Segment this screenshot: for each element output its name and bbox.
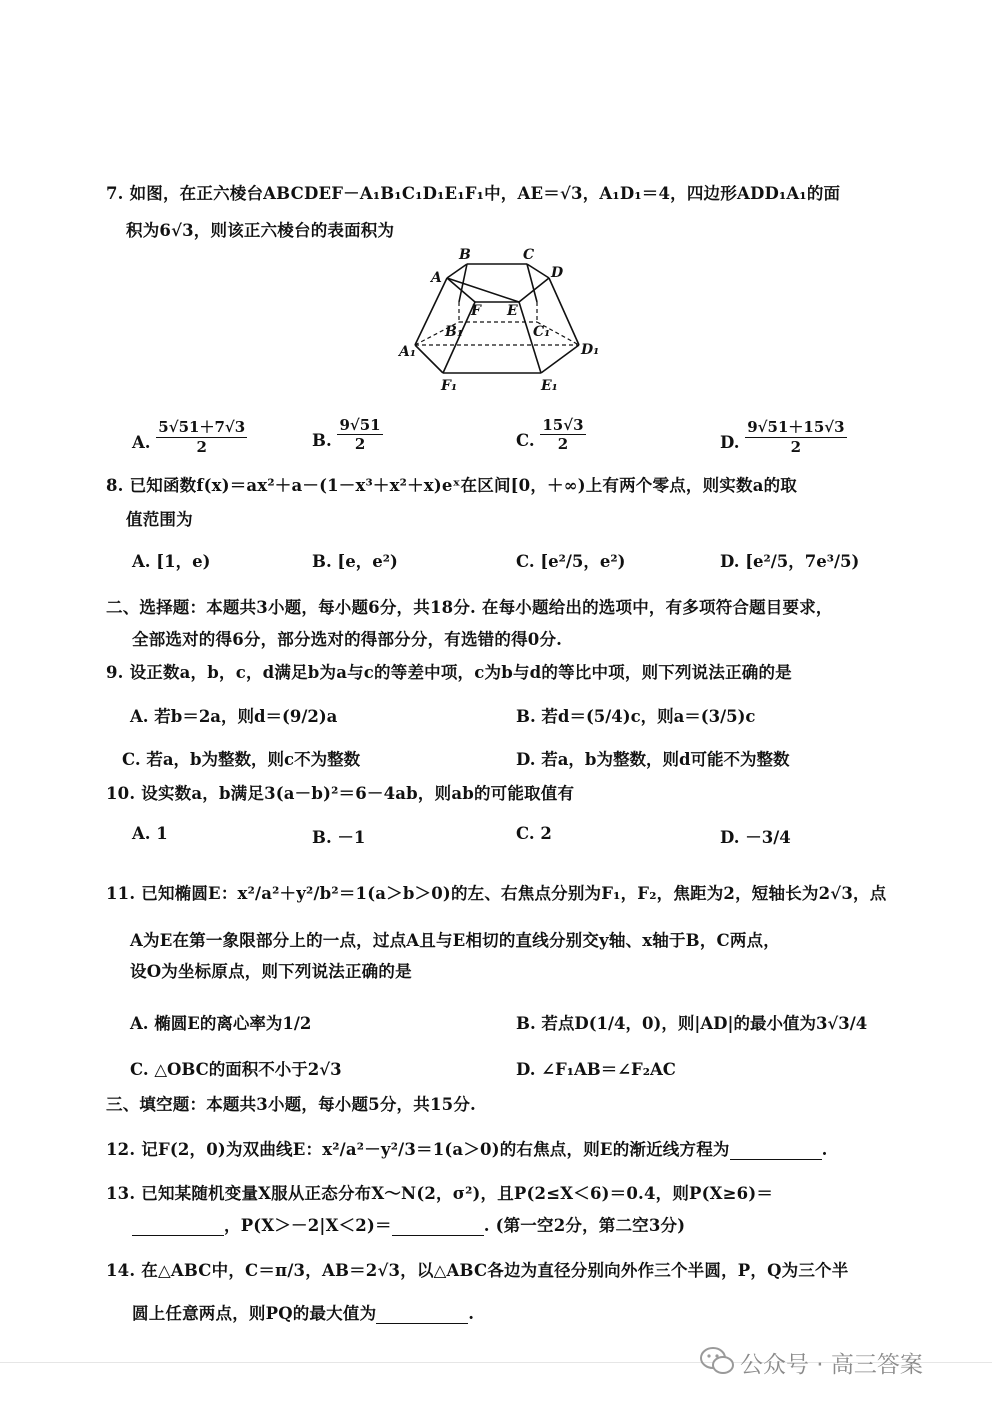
q10-option-a: A. 1 [132,824,168,843]
fraction-denominator: 2 [196,438,207,456]
label-B1: B₁ [445,324,463,340]
q11-stem-line3: 设O为坐标原点，则下列说法正确的是 [130,962,412,981]
option-letter: A. [132,432,151,452]
q13-stem-line1: 13. 已知某随机变量X服从正态分布X～N(2，σ²)，且P(2≤X＜6)＝0.4，则P(X≥6)＝ [106,1184,774,1203]
label-D: D [551,265,564,281]
q14-stem-line2 [132,1300,474,1324]
q10-option-d: D. －3/4 [720,828,791,847]
q8-option-a: A. [1，e) [132,552,211,571]
label-A: A [431,270,442,286]
q13-end: . (第一空2分，第二空3分) [483,1216,686,1235]
label-C: C [523,247,535,263]
q7-stem-line2: 积为6√3，则该正六棱台的表面积为 [126,221,395,240]
label-A1: A₁ [399,344,416,360]
hexagonal-frustum-figure [395,242,605,402]
q7-stem-line1: 7. 如图，在正六棱台ABCDEF－A₁B₁C₁D₁E₁F₁中，AE＝√3，A₁D₁＝4，四边形ADD₁A₁的面 [106,184,841,203]
q12-answer-blank[interactable] [730,1143,822,1160]
q9-option-c: C. 若a，b为整数，则c不为整数 [122,750,361,769]
section2-heading-line1: 二、选择题：本题共3小题，每小题6分，共18分. 在每小题给出的选项中，有多项符合题目要求， [106,598,833,617]
q7-option-a [132,416,247,456]
q14-text: 圆上任意两点，则PQ的最大值为 [132,1304,377,1323]
fraction-numerator: 9√51 [339,416,381,434]
q11-stem-line1: 11. 已知椭圆E：x²/a²＋y²/b²＝1(a＞b＞0)的左、右焦点分别为F₁，F₂，焦距为2，短轴长为2√3，点 [106,884,887,903]
q14-answer-blank[interactable] [376,1307,468,1324]
q8-option-c: C. [e²/5，e²) [516,552,626,571]
q9-option-b: B. 若d＝(5/4)c，则a＝(3/5)c [516,707,756,726]
q7-option-b [312,416,383,453]
label-C1: C₁ [533,324,551,340]
fraction-denominator: 2 [557,435,569,453]
label-D1: D₁ [581,342,600,358]
q13-answer-blank-2[interactable] [392,1219,484,1236]
label-E: E [507,303,518,319]
label-E1: E₁ [541,378,558,394]
q14-stem-line1: 14. 在△ABC中，C＝π/3，AB＝2√3，以△ABC各边为直径分别向外作三个半圆，P，Q为三个半 [106,1261,849,1280]
fraction-numerator: 15√3 [542,416,584,434]
q8-option-b: B. [e，e²) [312,552,398,571]
q9-stem: 9. 设正数a，b，c，d满足b为a与c的等差中项，c为b与d的等比中项，则下列说法正确的是 [106,663,792,682]
q14-end: . [468,1304,475,1323]
q8-option-d: D. [e²/5，7e³/5) [720,552,860,571]
q12-text: 12. 记F(2，0)为双曲线E：x²/a²－y²/3＝1(a＞0)的右焦点，则E的渐近线方程为 [106,1140,730,1159]
q8-stem-line2: 值范围为 [126,510,193,529]
q11-option-c: C. △OBC的面积不小于2√3 [130,1060,342,1079]
option-letter: B. [312,431,332,450]
wechat-icon [698,1345,738,1377]
option-letter: D. [720,432,740,452]
label-F1: F₁ [441,378,458,394]
q10-option-c: C. 2 [516,824,552,843]
fraction-numerator: 9√51＋15√3 [747,418,845,436]
q13-answer-blank-1[interactable] [132,1219,224,1236]
q10-option-b: B. －1 [312,828,366,847]
q12-end: . [821,1140,828,1159]
label-F: F [471,303,481,319]
q7-option-d [720,416,847,456]
q9-option-d: D. 若a，b为整数，则d可能不为整数 [516,750,790,769]
q11-option-a: A. 椭圆E的离心率为1/2 [130,1014,312,1033]
q11-stem-line2: A为E在第一象限部分上的一点，过点A且与E相切的直线分别交y轴、x轴于B，C两点， [130,931,780,950]
q10-stem: 10. 设实数a，b满足3(a－b)²＝6－4ab，则ab的可能取值有 [106,784,575,803]
q12-stem [106,1136,828,1160]
q9-option-a: A. 若b＝2a，则d＝(9/2)a [130,707,338,726]
section2-heading-line2: 全部选对的得6分，部分选对的得部分分，有选错的得0分. [132,630,563,649]
q11-option-b: B. 若点D(1/4，0)，则|AD|的最小值为3√3/4 [516,1014,868,1033]
q8-stem-line1: 8. 已知函数f(x)＝ax²＋a－(1－x³＋x²＋x)eˣ在区间[0，＋∞)上有两个零点，则实数a的取 [106,476,797,495]
q13-stem-line2 [132,1212,685,1236]
q13-mid: ，P(X＞－2|X＜2)＝ [224,1216,392,1235]
fraction-denominator: 2 [790,438,802,456]
watermark-text: 公众号 · 高三答案 [740,1352,923,1378]
fraction-denominator: 2 [354,435,366,453]
fraction-numerator: 5√51＋7√3 [158,418,246,436]
option-letter: C. [516,431,535,450]
q7-option-c [516,416,586,453]
q11-option-d: D. ∠F₁AB＝∠F₂AC [516,1060,676,1079]
label-B: B [459,247,471,263]
section3-heading: 三、填空题：本题共3小题，每小题5分，共15分. [106,1095,476,1114]
